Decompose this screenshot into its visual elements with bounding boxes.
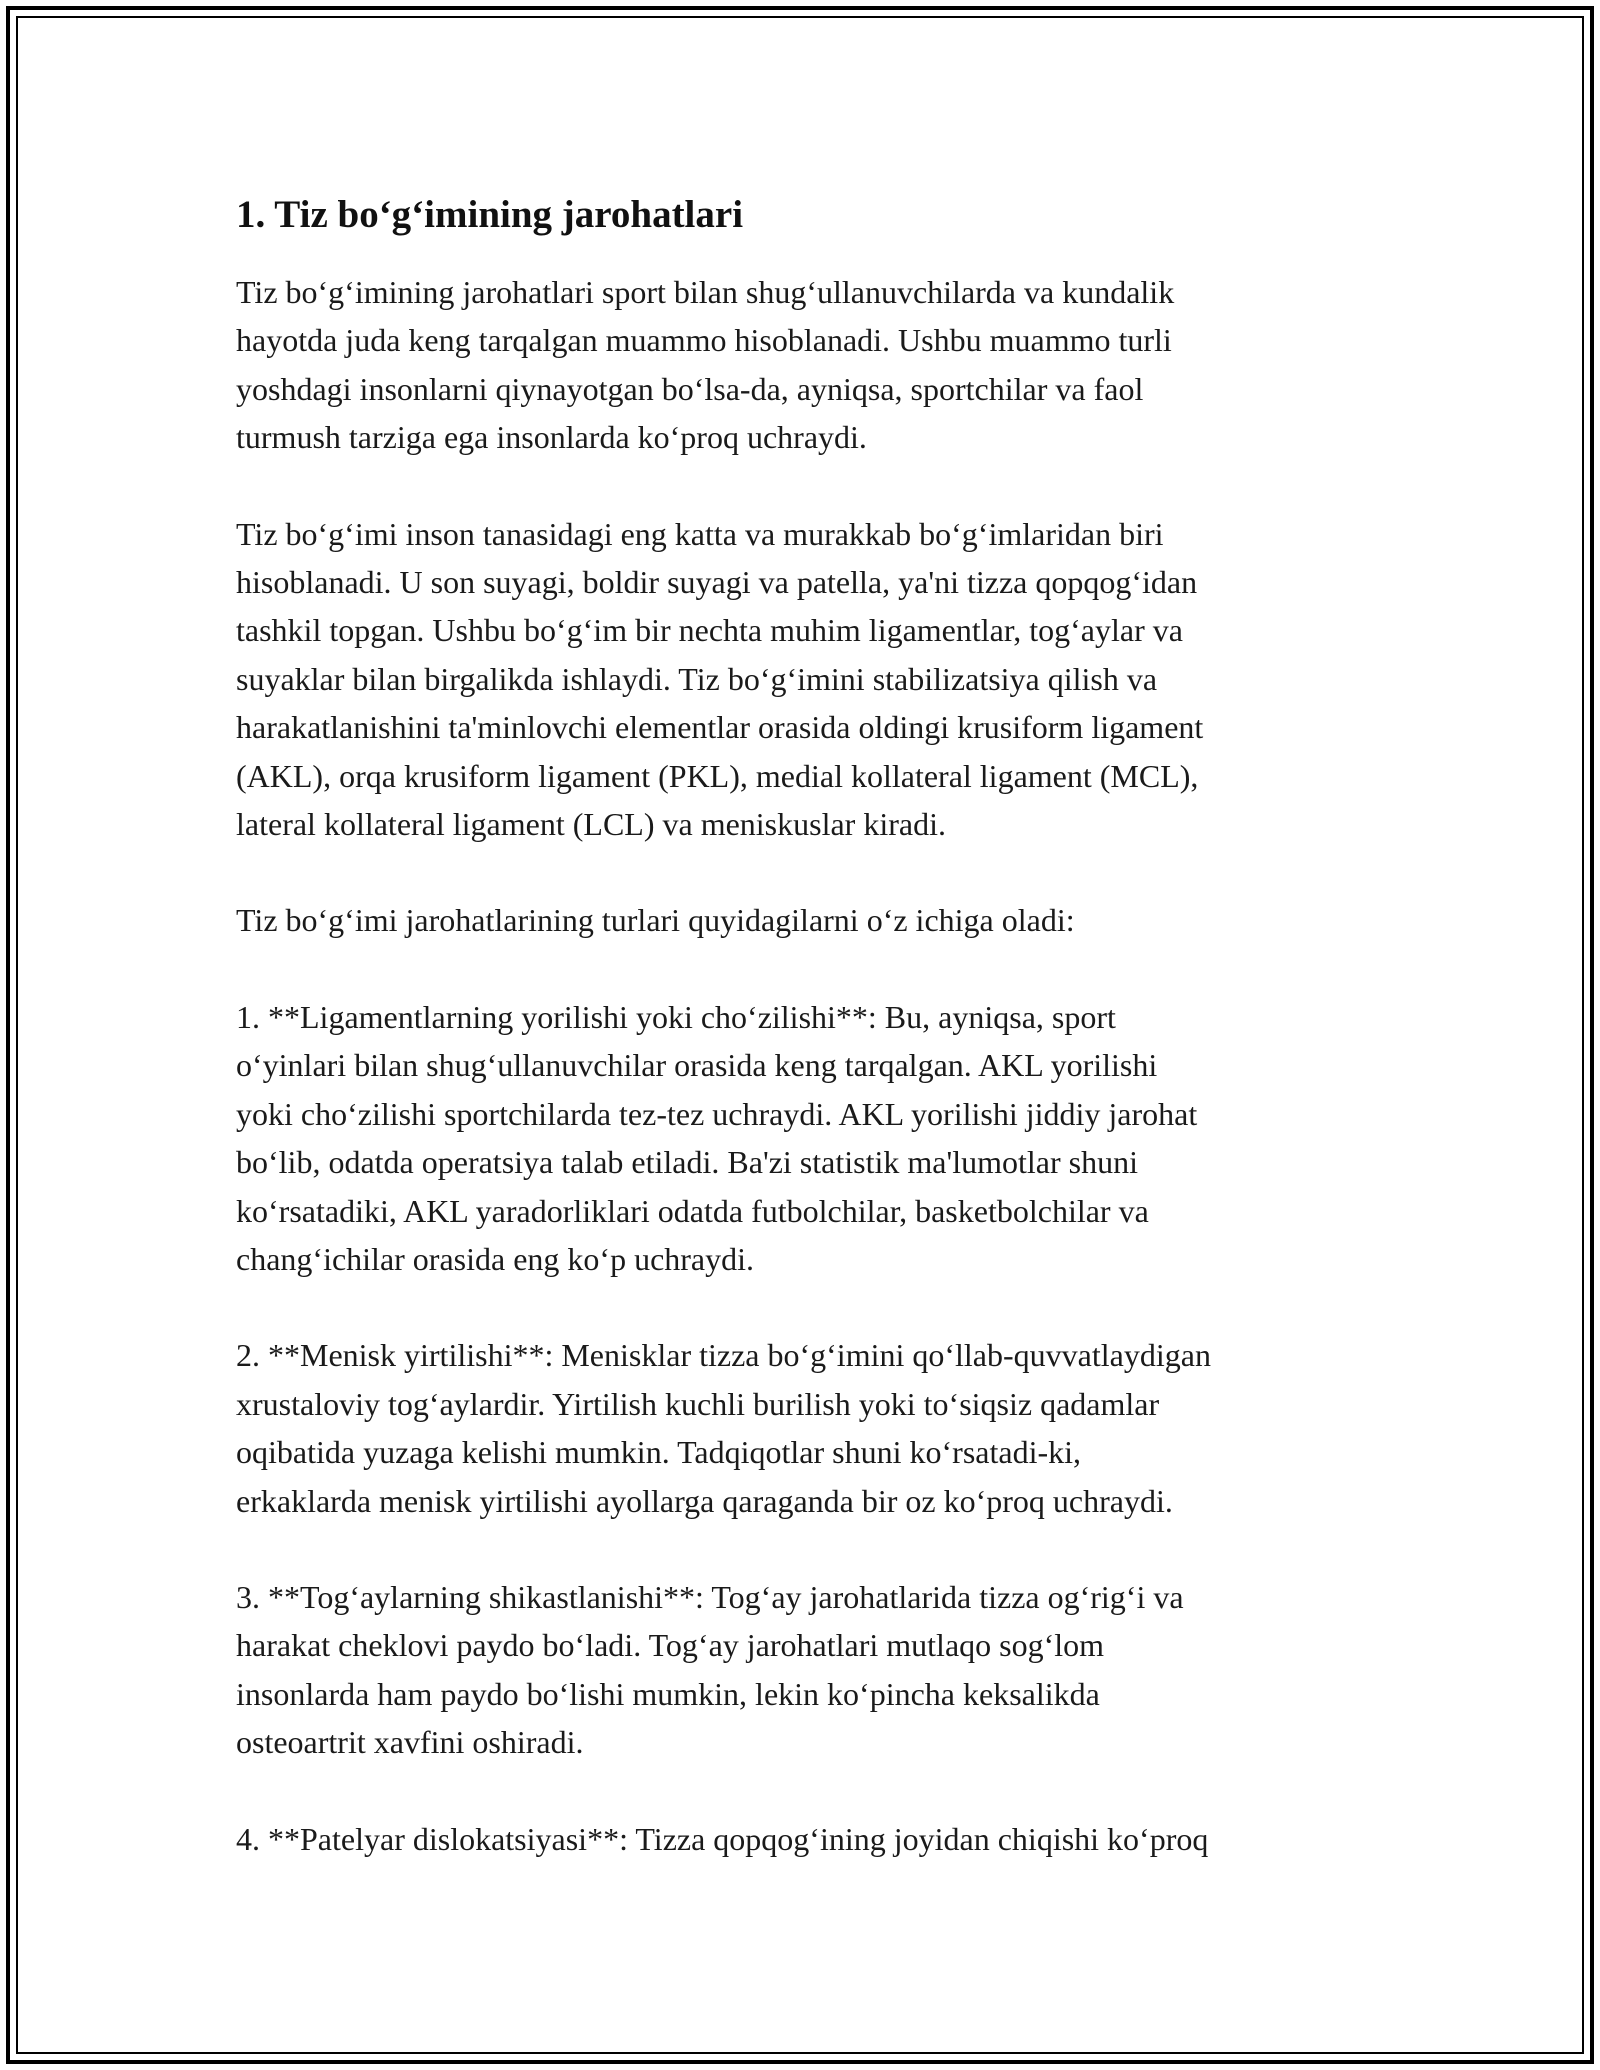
paragraph-intro: Tiz bo‘g‘imining jarohatlari sport bilan shug‘ullanuvchilarda va kundalik hayotda juda keng tarqalgan muammo hisoblanadi. Ushbu muammo turli yoshdagi insonlarni qiynayotgan bo‘lsa-da, ayniqsa, sportchilar va faol turmush tarziga ega insonlarda ko‘proq uchraydi. (236, 274, 1175, 456)
paragraph-types-intro: Tiz bo‘g‘imi jarohatlarining turlari quyidagilarni o‘z ichiga oladi: (236, 902, 1075, 939)
list-item-cartilage: 3. **Tog‘aylarning shikastlanishi**: Tog‘ay jarohatlarida tizza og‘rig‘i va harakat cheklovi paydo bo‘ladi. Tog‘ay jarohatlari mutlaqo sog‘lom insonlarda ham paydo bo‘lishi mumkin, lekin ko‘pincha keksalikda osteoartrit xavfini oshiradi. (236, 1578, 1184, 1761)
list-item-patellar: 4. **Patelyar dislokatsiyasi**: Tizza qopqog‘ining joyidan chiqishi ko‘proq (236, 1820, 1209, 1857)
paragraph-anatomy: Tiz bo‘g‘imi inson tanasidagi eng katta va murakkab bo‘g‘imlaridan biri hisoblanadi. U son suyagi, boldir suyagi va patella, ya'ni tizza qopqog‘idan tashkil topgan. Ushbu bo‘g‘im bir nechta muhim ligamentlar, tog‘aylar va suyaklar bilan birgalikda ishlaydi. Tiz bo‘g‘imini stabilizatsiya qilish va harakatlanishini ta'minlovchi elementlar orasida oldingi krusiform ligament (AKL), orqa krusiform ligament (PKL), medial kollateral ligament (MCL), lateral kollateral ligament (LCL) va meniskuslar kiradi. (236, 515, 1204, 843)
document-body (236, 190, 1366, 1911)
list-item-ligament: 1. **Ligamentlarning yorilishi yoki cho‘zilishi**: Bu, ayniqsa, sport o‘yinlari bilan shug‘ullanuvchilar orasida keng tarqalgan. AKL yorilishi yoki cho‘zilishi sportchilarda tez-tez uchraydi. AKL yorilishi jiddiy jarohat bo‘lib, odatda operatsiya talab etiladi. Ba'zi statistik ma'lumotlar shuni ko‘rsatadiki, AKL yaradorliklari odatda futbolchilar, basketbolchilar va chang‘ichilar orasida eng ko‘p uchraydi. (236, 998, 1198, 1277)
list-item-meniscus: 2. **Menisk yirtilishi**: Menisklar tizza bo‘g‘imini qo‘llab-quvvatlaydigan xrustaloviy tog‘aylardir. Yirtilish kuchli burilish yoki to‘siqsiz qadamlar oqibatida yuzaga kelishi mumkin. Tadqiqotlar shuni ko‘rsatadi-ki, erkaklarda menisk yirtilishi ayollarga qaraganda bir oz ko‘proq uchraydi. (236, 1337, 1211, 1519)
section-heading: 1. Tiz bo‘g‘imining jarohatlari (236, 193, 744, 236)
